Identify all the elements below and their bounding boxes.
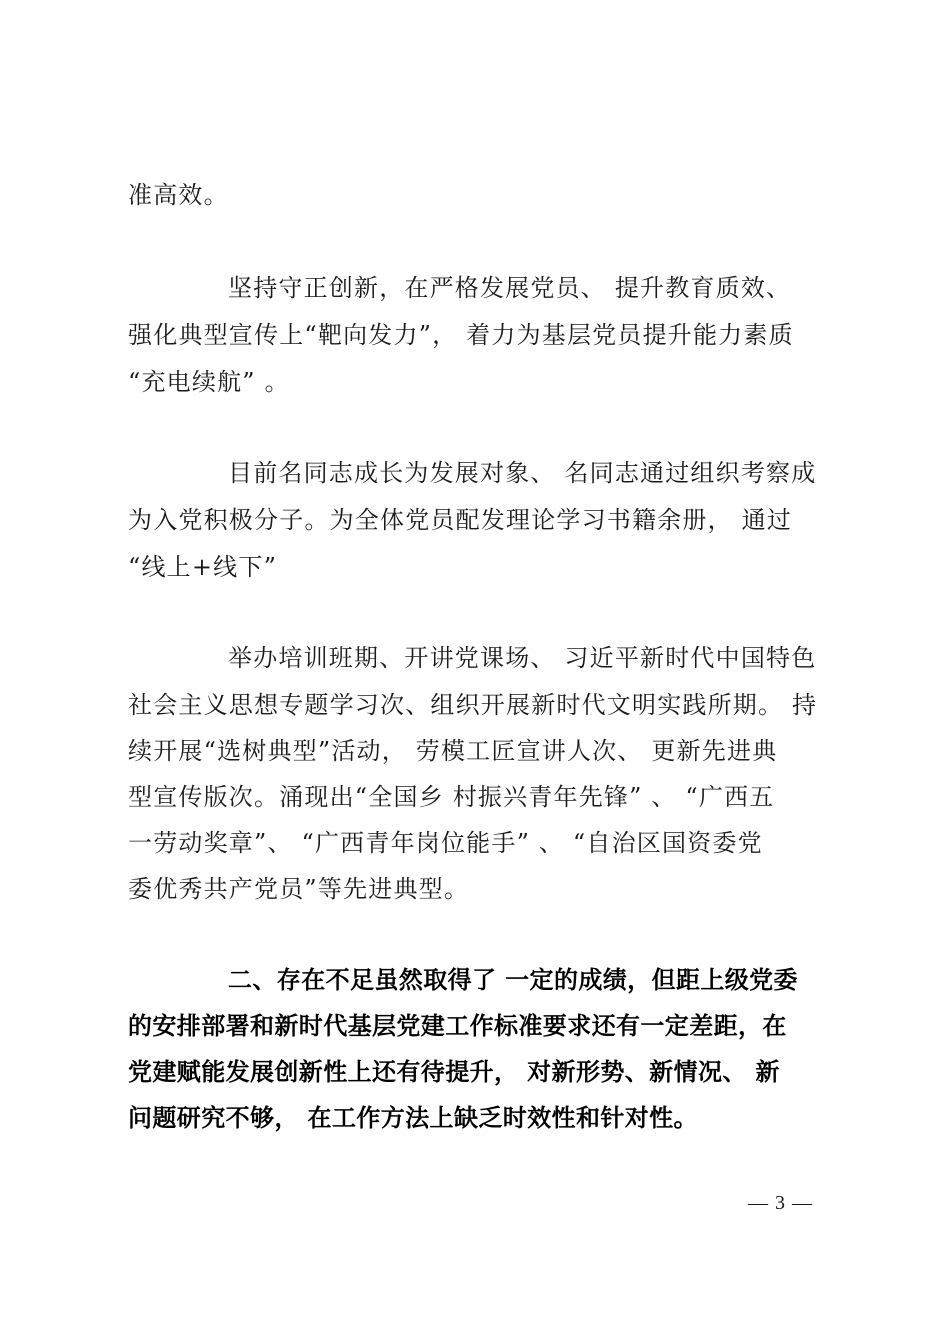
page-number: — 3 — [748, 1192, 813, 1214]
paragraph-3-line-1: 目前名同志成长为发展对象、 名同志通过组织考察成 [228, 459, 817, 487]
paragraph-5-line-1: 二、存在不足虽然取得了 一定的成绩，但距上级党委 [228, 966, 798, 994]
paragraph-2-line-3: “充电续航” 。 [128, 368, 290, 396]
paragraph-4-line-6: 委优秀共产党员”等先进典型。 [128, 875, 470, 903]
paragraph-4-line-3: 续开展“选树典型”活动， 劳模工匠宣讲人次、 更新先进典 [128, 737, 778, 765]
paragraph-3-line-3: “线上+线下” [128, 553, 278, 581]
paragraph-5-line-3: 党建赋能发展创新性上还有待提升， 对新形势、新情况、 新 [128, 1058, 780, 1086]
paragraph-4-line-1: 举办培训班期、开讲党课场、 习近平新时代中国特色 [228, 644, 817, 672]
paragraph-1-line-1: 准高效。 [128, 181, 229, 209]
paragraph-5-line-2: 的安排部署和新时代基层党建工作标准要求还有一定差距，在 [128, 1012, 787, 1040]
paragraph-2-line-2: 强化典型宣传上“靶向发力”， 着力为基层党员提升能力素质 [128, 321, 794, 349]
paragraph-4-line-5: 一劳动奖章”、 “广西青年岗位能手” 、 “自治区国资委党 [128, 829, 763, 857]
paragraph-3-line-2: 为入党积极分子。为全体党员配发理论学习书籍余册， 通过 [128, 506, 793, 534]
paragraph-2-line-1: 坚持守正创新，在严格发展党员、 提升教育质效、 [228, 274, 792, 302]
paragraph-5-line-4: 问题研究不够， 在工作方法上缺乏时效性和针对性。 [128, 1104, 698, 1132]
paragraph-4-line-2: 社会主义思想专题学习次、组织开展新时代文明实践所期。 持 [128, 691, 818, 719]
paragraph-4-line-4: 型宣传版次。涌现出“全国乡 村振兴青年先锋” 、 “广西五 [128, 783, 775, 811]
